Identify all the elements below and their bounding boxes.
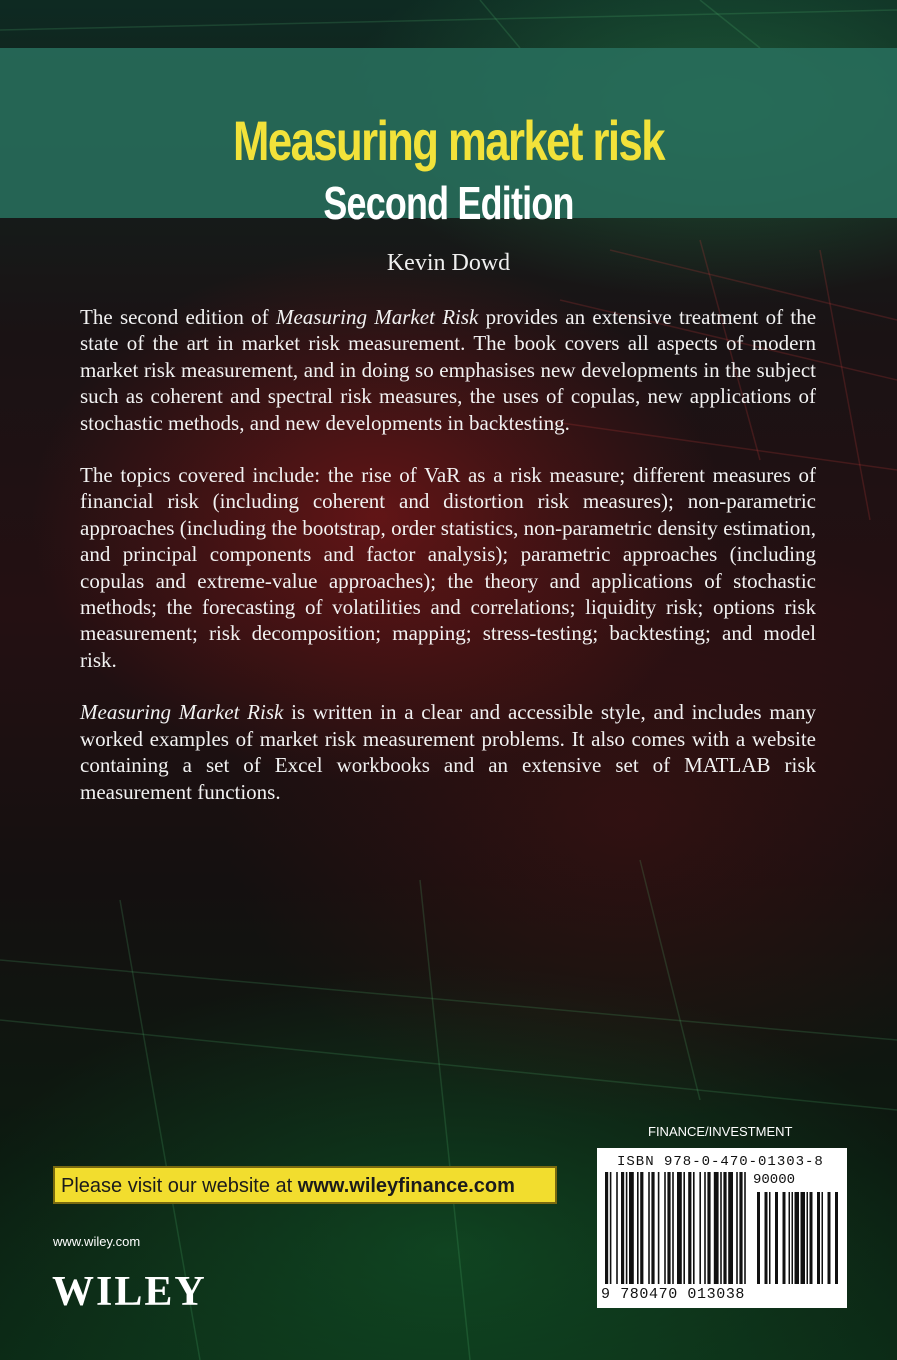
blurb-paragraph-3: Measuring Market Risk is written in a clear and accessible style, and includes many worked examples of market risk measurement problems. It also comes with a website containing a set of Excel workbooks and an extensive set of MATLAB risk measurement functions. xyxy=(80,700,816,804)
barcode-bars xyxy=(597,1148,847,1308)
barcode-bar xyxy=(605,1172,608,1284)
barcode-bar xyxy=(637,1172,639,1284)
barcode-bar xyxy=(704,1172,706,1284)
barcode-addon-bar xyxy=(810,1192,813,1284)
publisher-logo: WILEY xyxy=(52,1269,207,1315)
barcode-addon-bar xyxy=(775,1192,778,1284)
barcode-bar xyxy=(720,1172,722,1284)
website-link[interactable]: www.wileyfinance.com xyxy=(297,1175,515,1197)
barcode-bar xyxy=(688,1172,691,1284)
barcode-bar xyxy=(672,1172,674,1284)
barcode-addon-bar xyxy=(769,1192,771,1284)
barcode-bar xyxy=(723,1172,726,1284)
barcode-bar xyxy=(714,1172,719,1284)
barcode-addon-bar xyxy=(792,1192,794,1284)
barcode-bar xyxy=(648,1172,650,1284)
author-name: Kevin Dowd xyxy=(386,250,511,276)
barcode-addon-bar xyxy=(757,1192,760,1284)
barcode-addon-bar xyxy=(835,1192,838,1284)
isbn-text: ISBN 978-0-470-01303-8 xyxy=(617,1154,824,1170)
publisher-url[interactable]: www.wiley.com xyxy=(53,1234,141,1249)
barcode-bar xyxy=(621,1172,624,1284)
barcode-addon-bar xyxy=(789,1192,791,1284)
barcode-bar xyxy=(664,1172,666,1284)
barcode-bar xyxy=(744,1172,746,1284)
barcode-bar xyxy=(707,1172,710,1284)
barcode-bar xyxy=(626,1172,628,1284)
blurb xyxy=(80,304,816,831)
barcode xyxy=(597,1148,847,1308)
barcode-bar xyxy=(728,1172,733,1284)
blurb-paragraph-1: The second edition of Measuring Market Risk provides an extensive treatment of the state of the art in market risk measurement. The book covers all aspects of modern market risk measurement, and in doing so emphasises new developments in the subject such as coherent and spectral risk measures, the uses of copulas, new applications of stochastic methods, and new developments in backtesting. xyxy=(80,305,817,435)
barcode-addon-bar xyxy=(828,1192,831,1284)
price-code: 90000 xyxy=(753,1172,796,1188)
barcode-bar xyxy=(677,1172,682,1284)
barcode-bar xyxy=(640,1172,643,1284)
barcode-bar xyxy=(739,1172,742,1284)
barcode-bar xyxy=(683,1172,685,1284)
book-title: Measuring market risk xyxy=(233,109,664,172)
barcode-addon-bar xyxy=(807,1192,809,1284)
barcode-bar xyxy=(699,1172,701,1284)
barcode-bar xyxy=(651,1172,654,1284)
barcode-addon-bar xyxy=(795,1192,800,1284)
blurb-paragraph-2: The topics covered include: the rise of VaR as a risk measure; different measures of financial risk (including coherent and distortion risk measures); non-parametric approaches (including the bootstrap, order statistics, non-parametric density estimation, and principal components and factor analysis); parametric approaches (including copulas and extreme-value approaches); the theory and applications of stochastic methods; the forecasting of volatilities and correlations; liquidity risk; options risk measurement; risk decomposition; mapping; stress-testing; backtesting; and model risk. xyxy=(80,463,816,672)
barcode-bar xyxy=(667,1172,670,1284)
barcode-addon-bar xyxy=(801,1192,806,1284)
barcode-bar xyxy=(610,1172,612,1284)
barcode-bar xyxy=(629,1172,634,1284)
barcode-bar xyxy=(693,1172,695,1284)
barcode-bar xyxy=(658,1172,660,1284)
barcode-addon-bar xyxy=(822,1192,824,1284)
barcode-bar xyxy=(736,1172,738,1284)
barcode-bar xyxy=(616,1172,618,1284)
barcode-addon-bar xyxy=(817,1192,820,1284)
barcode-addon-bar xyxy=(783,1192,786,1284)
website-callout: Please visit our website at www.wileyfinance.com xyxy=(53,1166,557,1204)
category-label: FINANCE/INVESTMENT xyxy=(648,1124,793,1139)
ean-digits: 9 780470 013038 xyxy=(601,1286,746,1303)
barcode-addon-bar xyxy=(765,1192,768,1284)
edition-label: Second Edition xyxy=(323,177,574,229)
